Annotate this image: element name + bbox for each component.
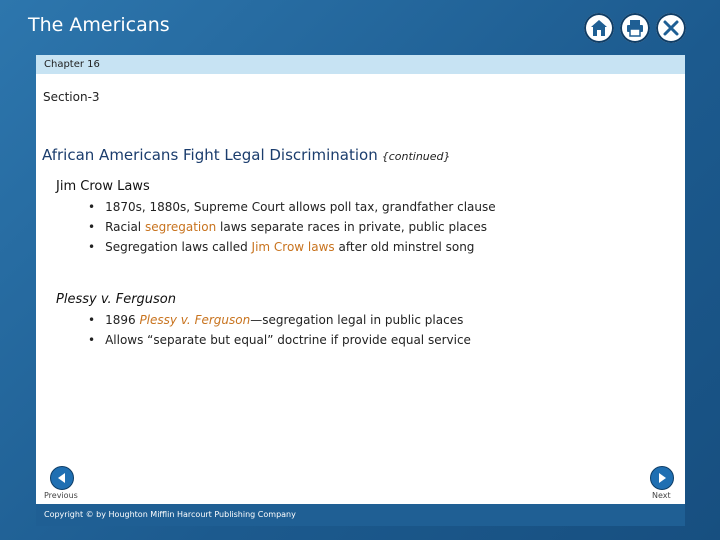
bullet-text: Allows “separate but equal” doctrine if provide equal service bbox=[105, 333, 471, 347]
bullet-text: after old minstrel song bbox=[334, 240, 475, 254]
bullet-text: 1896 bbox=[105, 313, 140, 327]
next-label[interactable]: Next bbox=[652, 491, 671, 500]
subhead-plessy: Plessy v. Ferguson bbox=[56, 292, 176, 307]
home-button[interactable] bbox=[584, 13, 614, 43]
bullet-text: —segregation legal in public places bbox=[250, 313, 464, 327]
headline-continued: {continued} bbox=[381, 150, 451, 163]
subhead-jim-crow: Jim Crow Laws bbox=[56, 179, 150, 194]
close-button[interactable] bbox=[656, 13, 686, 43]
bullet-item bbox=[88, 310, 471, 330]
footer-bar bbox=[36, 504, 685, 526]
app-title: The Americans bbox=[28, 14, 170, 36]
headline-title: African Americans Fight Legal Discrimination bbox=[42, 146, 378, 164]
key-term-jim-crow-laws: Jim Crow laws bbox=[251, 240, 335, 254]
bullet-list-plessy bbox=[88, 310, 471, 350]
section-label: Section-3 bbox=[43, 90, 100, 104]
home-icon bbox=[589, 18, 609, 38]
arrow-right-icon bbox=[656, 472, 668, 484]
bullet-item bbox=[88, 217, 496, 237]
bullet-text: 1870s, 1880s, Supreme Court allows poll tax, grandfather clause bbox=[105, 200, 496, 214]
slide-content bbox=[36, 74, 685, 504]
print-button[interactable] bbox=[620, 13, 650, 43]
chapter-bar bbox=[36, 55, 685, 74]
bullet-item bbox=[88, 197, 496, 217]
bullet-text: Segregation laws called bbox=[105, 240, 252, 254]
next-button[interactable] bbox=[650, 466, 674, 490]
previous-button[interactable] bbox=[50, 466, 74, 490]
bullet-text: laws separate races in private, public places bbox=[216, 220, 487, 234]
bullet-list-jim-crow bbox=[88, 197, 496, 257]
close-icon bbox=[661, 18, 681, 38]
chapter-label: Chapter 16 bbox=[44, 59, 100, 70]
print-icon bbox=[625, 18, 645, 38]
slide-headline bbox=[42, 146, 451, 164]
arrow-left-icon bbox=[56, 472, 68, 484]
bullet-item bbox=[88, 330, 471, 350]
bullet-item bbox=[88, 237, 496, 257]
previous-label[interactable]: Previous bbox=[44, 491, 78, 500]
bullet-text: Racial bbox=[105, 220, 145, 234]
copyright-text: Copyright © by Houghton Mifflin Harcourt Publishing Company bbox=[44, 510, 296, 519]
key-term-plessy: Plessy v. Ferguson bbox=[139, 313, 251, 327]
key-term-segregation: segregation bbox=[144, 220, 217, 234]
